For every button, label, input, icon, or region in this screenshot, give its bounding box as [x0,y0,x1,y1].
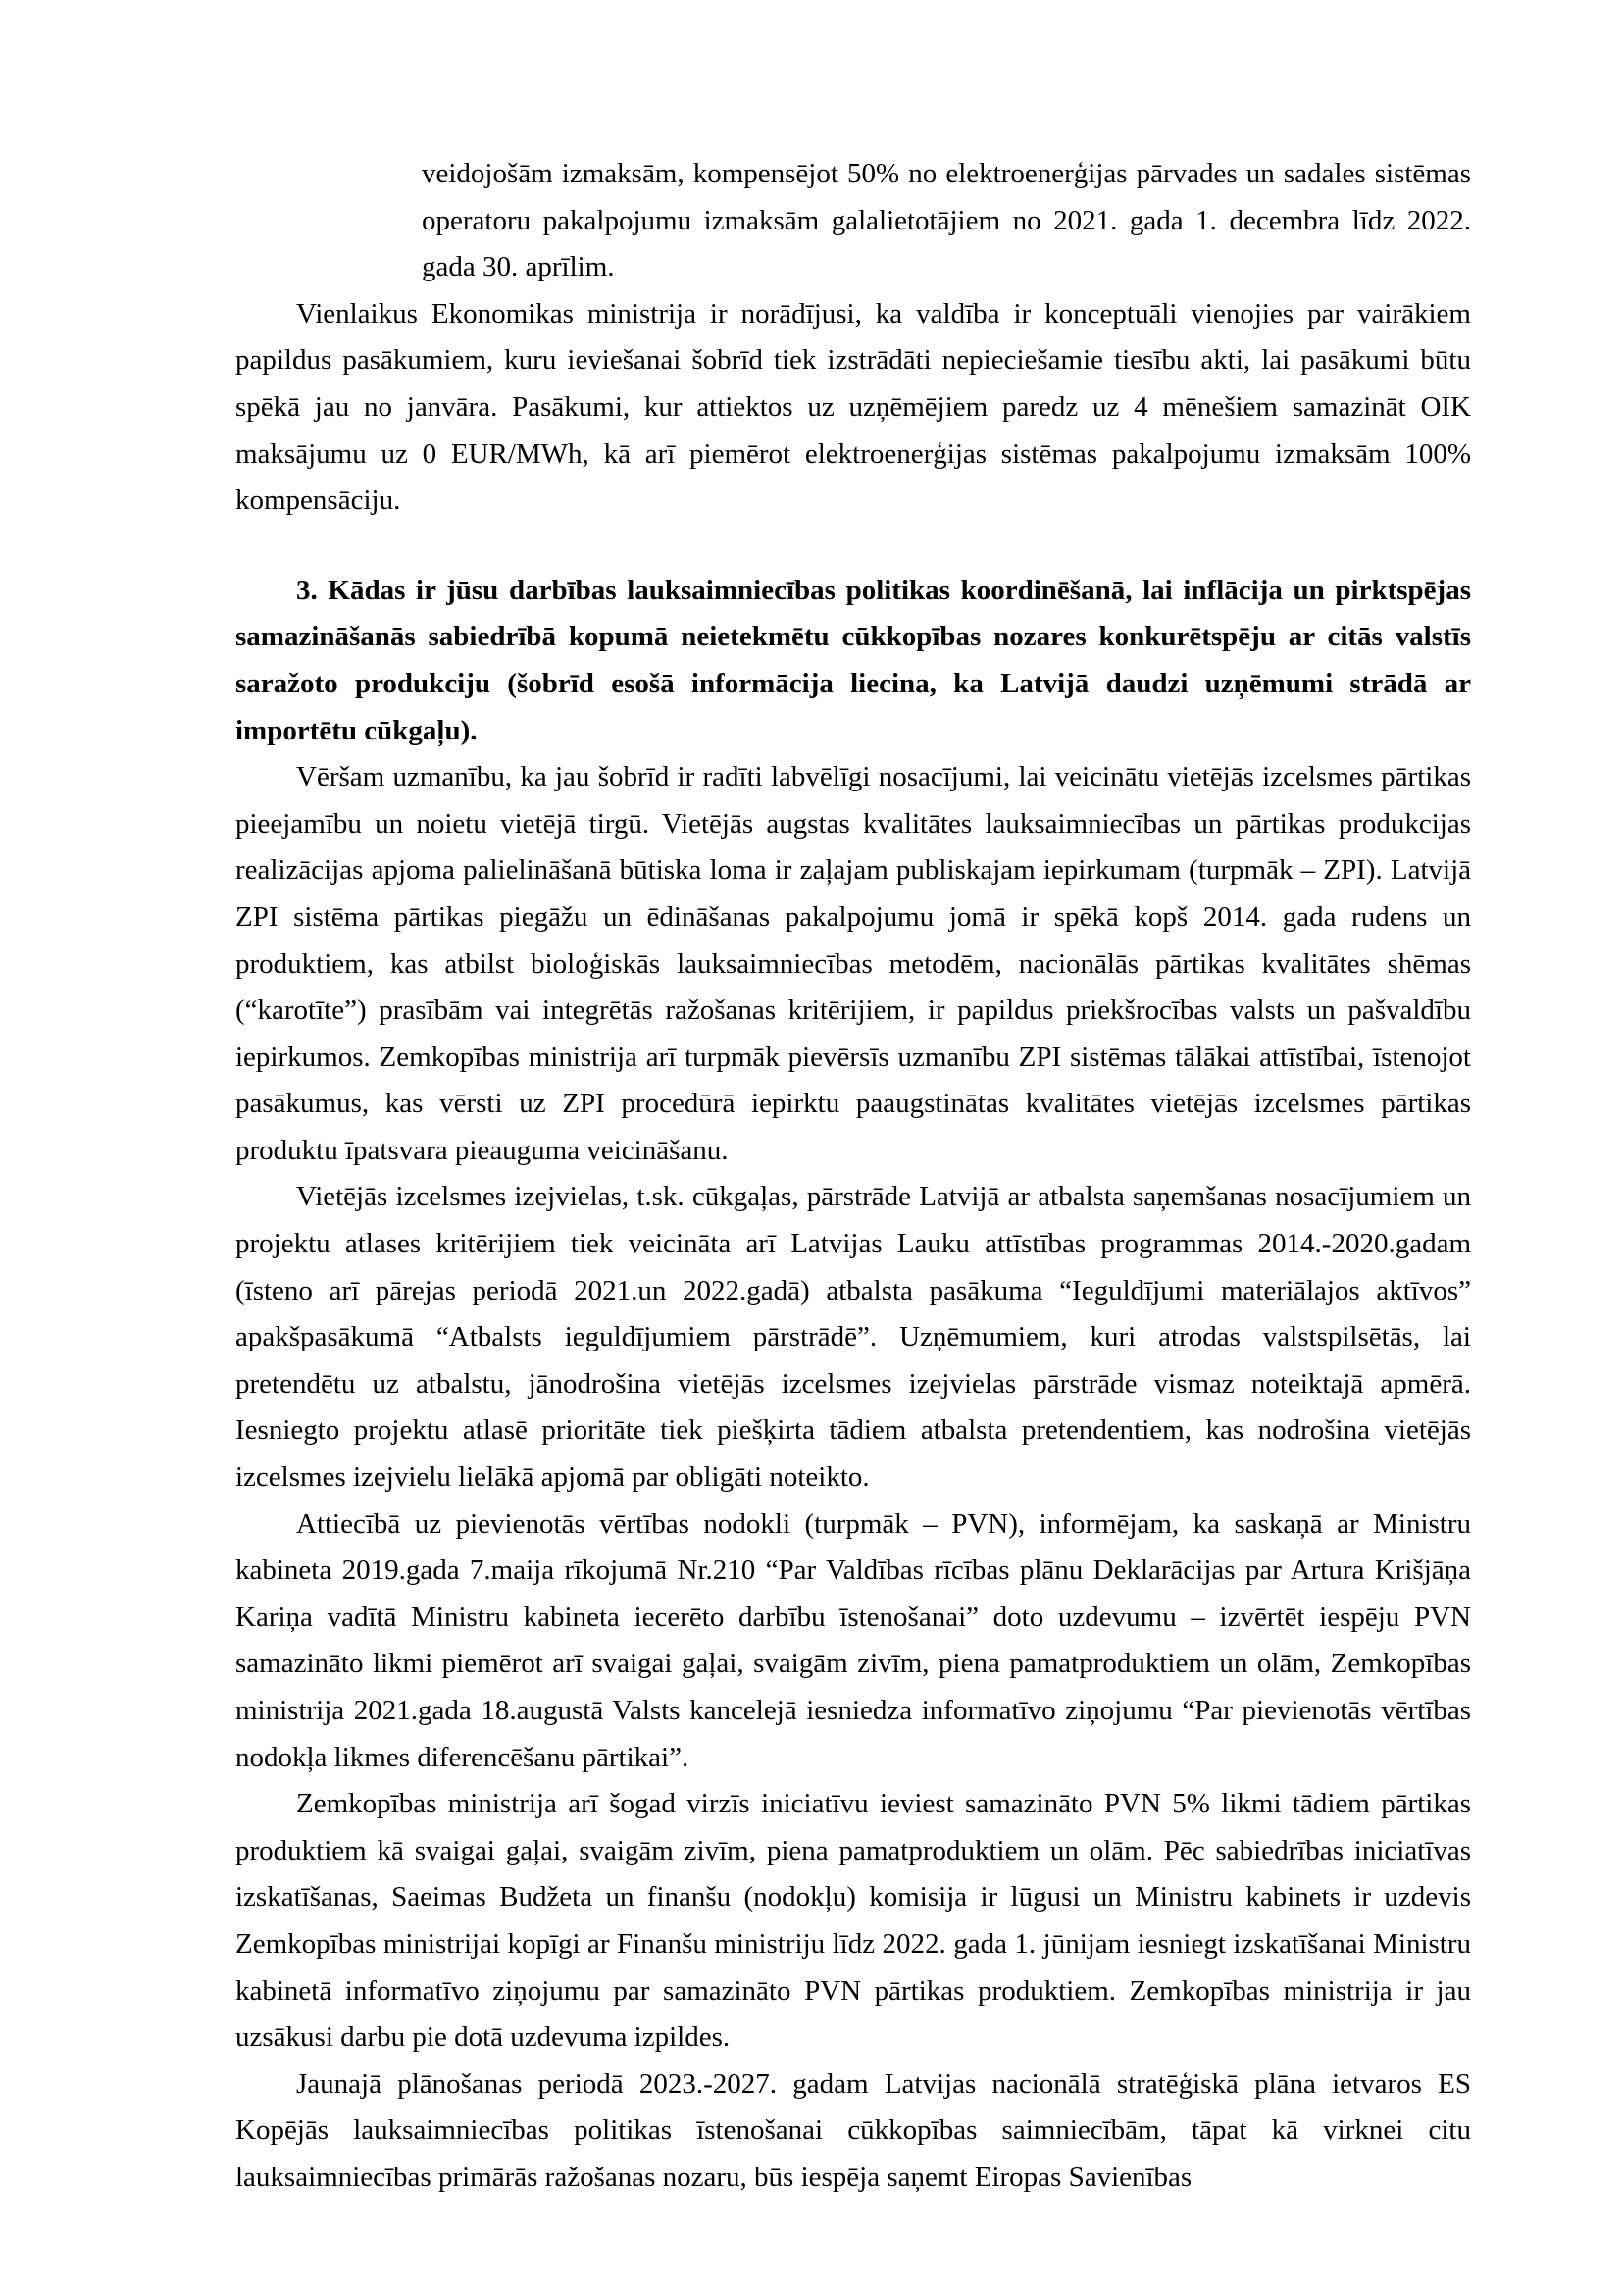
paragraph-economics-ministry: Vienlaikus Ekonomikas ministrija ir norādījusi, ka valdība ir konceptuāli vienojies par vairākiem papildus pasākumiem, kuru ieviešanai šobrīd tiek izstrādāti nepieciešamie tiesību akti, lai pasākumi būtu spēkā jau no janvāra. Pasākumi, kur attiektos uz uzņēmējiem paredz uz 4 mēnešiem samazināt OIK maksājumu uz 0 EUR/MWh, kā arī piemērot elektroenerģijas sistēmas pakalpojumu izmaksām 100% kompensāciju. [235,297,1471,517]
document-body [235,151,1471,2202]
paragraph-vat-initiative: Zemkopības ministrija arī šogad virzīs iniciatīvu ieviest samazināto PVN 5% likmi tādiem pārtikas produktiem kā svaigai gaļai, svaigām zivīm, piena pamatproduktiem un olām. Pēc sabiedrības iniciatīvas izskatīšanas, Saeimas Budžeta un finanšu (nodokļu) komisija ir lūgusi un Ministru kabinets ir uzdevis Zemkopības ministrijai kopīgi ar Finanšu ministriju līdz 2022. gada 1. jūnijam iesniegt izskatīšanai Ministru kabinetā informatīvo ziņojumu par samazināto PVN pārtikas produktiem. Zemkopības ministrija ir jau uzsākusi darbu pie dotā uzdevuma izpildes. [235,1788,1471,2054]
paragraph-local-processing: Vietējās izcelsmes izejvielas, t.sk. cūkgaļas, pārstrāde Latvijā ar atbalsta saņemšanas nosacījumiem un projektu atlases kritērijiem tiek veicināta arī Latvijas Lauku attīstības programmas 2014.-2020.gadam (īsteno arī pārejas periodā 2021.un 2022.gadā) atbalsta pasākuma “Ieguldījumi materiālajos aktīvos” apakšpasākumā “Atbalsts ieguldījumiem pārstrādē”. Uzņēmumiem, kuri atrodas valstspilsētās, lai pretendētu uz atbalstu, jānodrošina vietējās izcelsmes izejvielas pārstrāde vismaz noteiktajā apmērā. Iesniegto projektu atlasē prioritāte tiek piešķirta tādiem atbalsta pretendentiem, kas nodrošina vietējās izcelsmes izejvielu lielākā apjomā par obligāti noteikto. [235,1181,1471,1494]
paragraph-new-planning-period: Jaunajā plānošanas periodā 2023.-2027. gadam Latvijas nacionālā stratēģiskā plāna ietvaros ES Kopējās lauksaimniecības politikas īstenošanai cūkkopības saimniecībām, tāpat kā virknei citu lauksaimniecības primārās ražošanas nozaru, būs iespēja saņemt Eiropas Savienības [235,2067,1471,2193]
paragraph-continuation: veidojošām izmaksām, kompensējot 50% no elektroenerģijas pārvades un sadales sistēmas operatoru pakalpojumu izmaksām galalietotājiem no 2021. gada 1. decembra līdz 2022. gada 30. aprīlim. [422,158,1471,283]
question-3-heading: 3. Kādas ir jūsu darbības lauksaimniecības politikas koordinēšanā, lai inflācija un pirktspējas samazināšanās sabiedrībā kopumā neietekmētu cūkkopības nozares konkurētspēju ar citās valstīs saražoto produkciju (šobrīd esošā informācija liecina, ka Latvijā daudzi uzņēmumi strādā ar importētu cūkgaļu). [235,574,1471,746]
paragraph-vat-report: Attiecībā uz pievienotās vērtības nodokli (turpmāk – PVN), informējam, ka saskaņā ar Ministru kabineta 2019.gada 7.maija rīkojumā Nr.210 “Par Valdības rīcības plānu Deklarācijas par Artura Krišjāņa Kariņa vadītā Ministru kabineta iecerēto darbību īstenošanai” doto uzdevumu – izvērtēt iespēju PVN samazināto likmi piemērot arī svaigai gaļai, svaigām zivīm, piena pamatproduktiem un olām, Zemkopības ministrija 2021.gada 18.augustā Valsts kancelejā iesniedza informatīvo ziņojumu “Par pievienotās vērtības nodokļa likmes diferencēšanu pārtikai”. [235,1507,1471,1773]
paragraph-gap [235,525,1471,568]
paragraph-green-procurement: Vēršam uzmanību, ka jau šobrīd ir radīti labvēlīgi nosacījumi, lai veicinātu vietējās izcelsmes pārtikas pieejamību un noietu vietējā tirgū. Vietējās augstas kvalitātes lauksaimniecības un pārtikas produkcijas realizācijas apjoma palielināšanā būtiska loma ir zaļajam publiskajam iepirkumam (turpmāk – ZPI). Latvijā ZPI sistēma pārtikas piegāžu un ēdināšanas pakalpojumu jomā ir spēkā kopš 2014. gada rudens un produktiem, kas atbilst bioloģiskās lauksaimniecības metodēm, nacionālās pārtikas kvalitātes shēmas (“karotīte”) prasībām vai integrētās ražošanas kritērijiem, ir papildus priekšrocības valsts un pašvaldību iepirkumos. Zemkopības ministrija arī turpmāk pievērsīs uzmanību ZPI sistēmas tālākai attīstībai, īstenojot pasākumus, kas vērsti uz ZPI procedūrā iepirktu paaugstinātas kvalitātes vietējās izcelsmes pārtikas produktu īpatsvara pieauguma veicināšanu. [235,761,1471,1166]
